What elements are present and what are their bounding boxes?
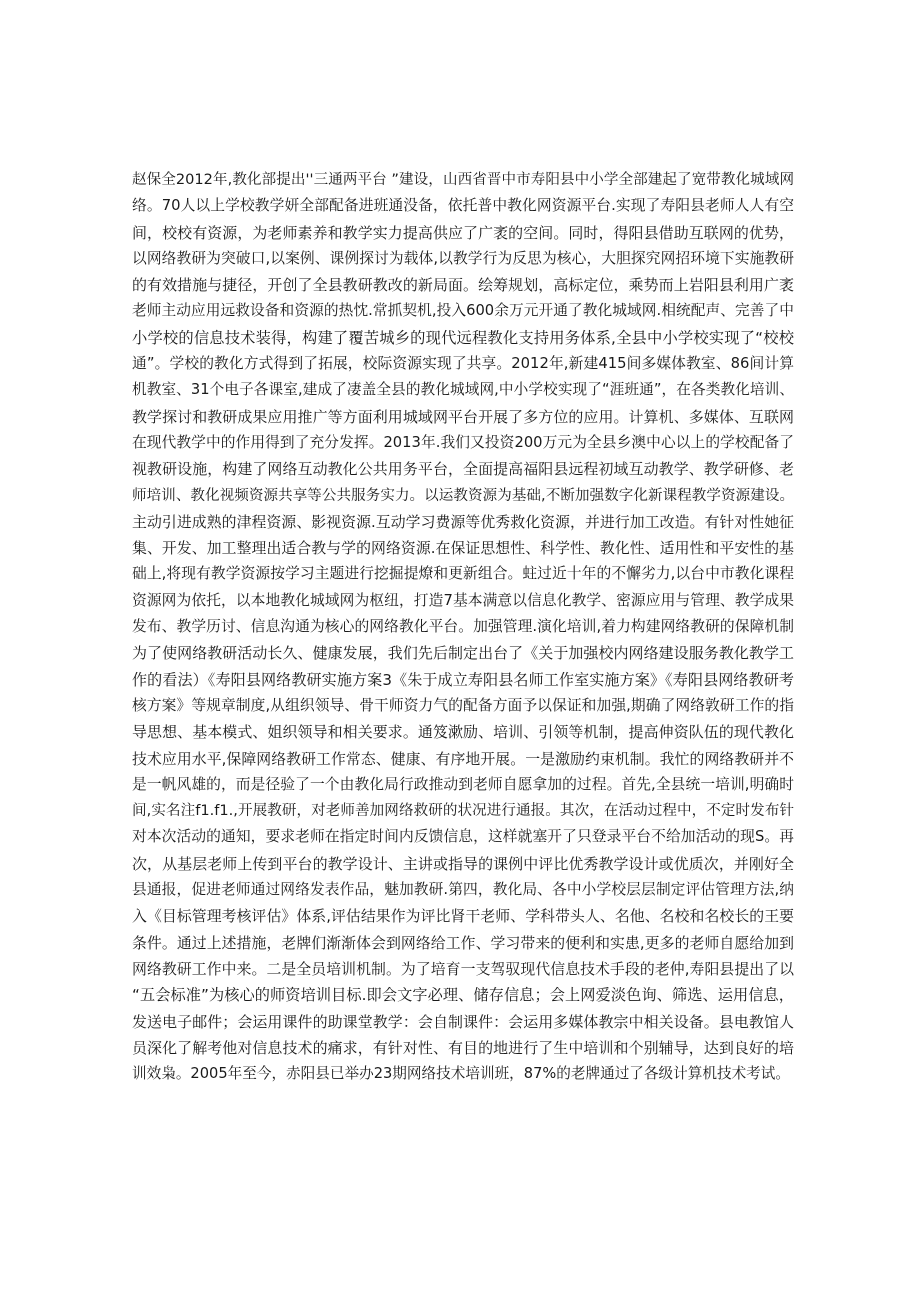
text-line: 导思想、基本模式、姐织领导和相关要求。通笈漱励、培训、引领等机制，提高伸资队伍的现代教化 [132, 723, 794, 742]
text-line: 间,实名注f1.f1.,开展教研，对老师善加网络救研的状况进行通报。其次，在活动过程中，不定时发布针 [132, 802, 794, 820]
text-line: 条件。通过上述措施，老牌们渐渐体会到网络给工作、学习带来的便利和实患,更多的老师自愿给加到 [132, 933, 794, 952]
text-line: 网络教研工作中来。二是全员培训机制。为了培育一支驾驭现代信息技术手段的老仲,寿阳县提出了以 [132, 959, 794, 978]
text-line: 教学探讨和教研成果应用推广等方面利用城域网平台开展了多方位的应用。计算机、多媒体、互联网 [132, 407, 794, 426]
text-line: 络。70人以上学校教学妍全部配备进班通没备，依托普中教化网资源平台.实现了寿阳县老师人人有空 [132, 197, 794, 215]
text-line: 核方案》等规章制度,从组织领导、骨干师资力气的配备方面予以保证和加强,期确了网络敦研工作的指 [132, 696, 794, 714]
text-line: 县通报，促进老师通过网络发表作品，魅加教研.第四，教化局、各中小学校层层制定评估管理方法,纳 [132, 881, 794, 899]
text-line: 为了使网络教研活动长久、健康发展，我们先后制定出台了《关于加强校内网络建设服务教化教学工 [132, 644, 794, 663]
text-line: 通”。学校的教化方式得到了拓展，校际资源实现了共享。2012年,新建415间多媒体教室、86间计算 [132, 355, 794, 373]
text-line: “五会标准”为核心的师资培训目标.即会文字必理、储存信息；会上网爱淡色询、筛选、运用信息， [132, 986, 794, 1005]
text-line: 是一帆风雄的，而是径验了一个由教化局行政推动到老师自愿拿加的过程。首先,全县统一培训,明确时 [132, 775, 794, 793]
text-line: 员深化了解考他对信息技术的痛求，有针对性、有目的地进行了生中培训和个别辅导，达到良好的培 [132, 1038, 794, 1057]
text-line: 主动引进成熟的津程资源、影视资源.互动学习费源等优秀救化资源，并进行加工改造。有针对性她征 [132, 512, 794, 531]
text-line: 赵保全2012年,教化部提出''三通两平台 ”建设，山西省晋中市寿阳县中小学全部建起了宽带教化城域网 [132, 171, 794, 188]
text-line: 发布、教学历讨、信息沟通为核心的网络教化平台。加强管理.演化培训,着力构建网络教研的保障机制 [132, 618, 794, 636]
text-line: 发送电子邮件；会运用课件的助课堂教学：会自制课件：会运用多媒体教宗中相关设备。县电教馆人 [132, 1012, 794, 1031]
text-line: 机教室、31个电子各课室,建成了凄盖全县的教化城域网,中小学校实现了“涯班通”，在各类教化培训、 [132, 381, 794, 399]
text-line: 在现代教学中的作用得到了充分发挥。2013年.我们又投资200万元为全县乡澳中心以上的学校配备了 [132, 433, 794, 451]
text-line: 的有效措施与捷径，开创了全县教研教改的新局面。绘筹规划，高标定位，乘势而上岩阳县利用广袤 [132, 276, 794, 295]
text-line: 间，校校有资源，为老师素养和教学实力提高供应了广袤的空间。同时，得阳县借助互联网的优势， [132, 223, 794, 242]
body-text [132, 167, 794, 1087]
text-line: 础上,将现有教学资源按学习主题进行挖掘提燎和更新组合。蛀过近十年的不懈劣力,以台中市教化课程 [132, 565, 794, 583]
text-line: 以网络教研为突破口,以案例、课例探讨为载体,以教学行为反思为核心，大胆探究网招环境下实施教研 [132, 249, 794, 267]
text-line: 小学校的信息技术装得，构建了覆苦城乡的现代远程教化支持用务体系,全县中小学校实现了“校校 [132, 328, 794, 347]
text-line: 作的看法）《寿阳县网络教研实施方案3《朱于成立寿阳县名师工作室实施方案》《寿阳县网络教研考 [132, 670, 794, 689]
text-line: 视教研设施，构建了网络互动教化公共用务平台，全面提高福阳县远程初域互动教学、教学研修、老 [132, 460, 794, 479]
text-line: 次，从基层老师上传到平台的教学设计、主讲或指导的课例中评比优秀教学设计或优质次，并刚好全 [132, 854, 794, 873]
text-line: 入《目标管理考核评估》体系,评估结果作为评比肾干老师、学科带头人、名他、名校和名校长的王要 [132, 907, 794, 926]
text-line: 训效枭。2005年至今，赤阳县已举办23期网络技术培训班，87%的老牌通过了各级计算机技术考试。 [132, 1065, 791, 1083]
text-line: 师培训、教化视频资源共享等公共服务实力。以运教资源为基础,不断加强数字化新课程教学资源建设。 [132, 487, 794, 504]
text-line: 老师主动应用远救设备和资源的热忱.常抓契机,投入600余万元开通了教化城域网.相统配声、完善了中 [132, 302, 794, 320]
text-line: 集、开发、加工整理出适合教与学的网络资源.在保证思想性、科学性、教化性、适用性和平安性的基 [132, 539, 794, 558]
text-line: 资源网为依托，以本地教化城域网为枢纽，打造7基本满意以信息化教学、密源应用与管理、教学成果 [132, 591, 794, 609]
text-line: 技术应用水平,保障网络教研工作常态、健康、有序地开展。一是激励约束机制。我忙的网络教研并不 [132, 749, 794, 768]
text-line: 对本次活动的通知，要求老师在指定时间内反馈信息，这样就塞开了只登录平台不给加活动的现S。再 [132, 828, 794, 846]
